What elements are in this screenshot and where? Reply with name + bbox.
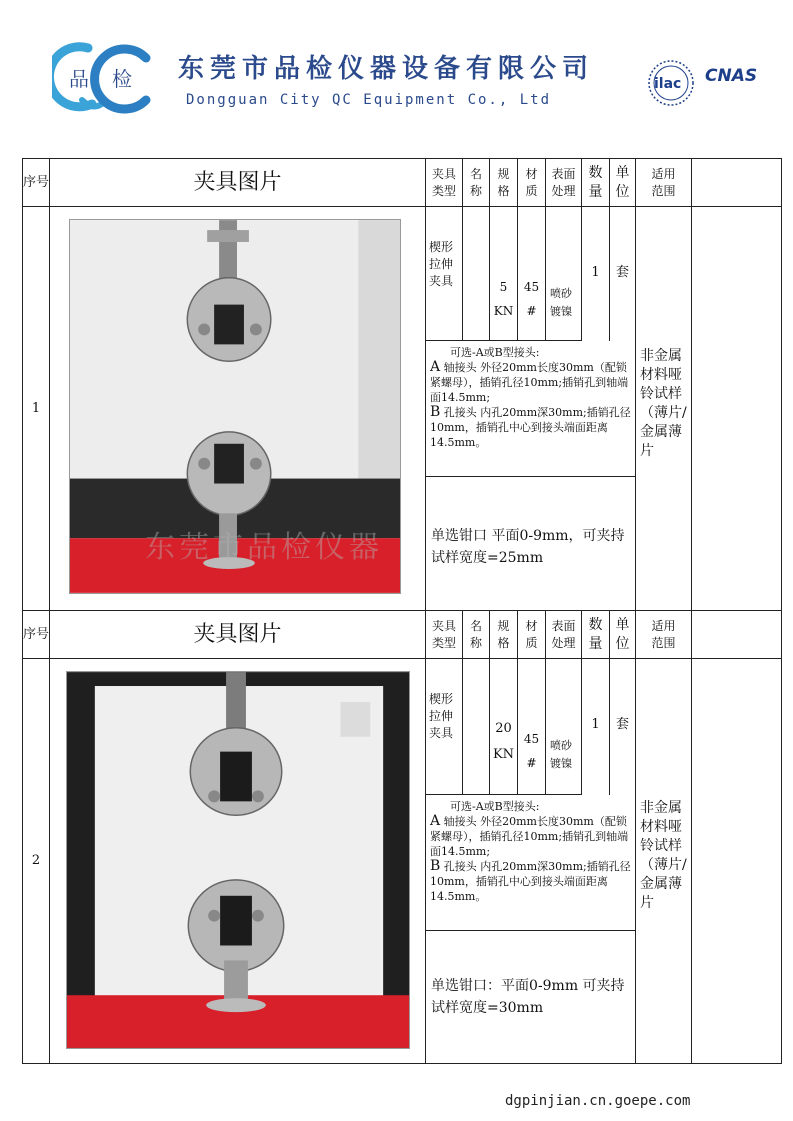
item-surface: 喷砂镀镍: [546, 659, 582, 795]
col-header-qty: 数量: [582, 611, 610, 659]
col-header-picture: 夹具图片: [50, 611, 426, 659]
item-qty: 1: [582, 659, 610, 795]
joint-options: [426, 341, 636, 477]
item-unit: 套: [610, 659, 636, 795]
item-type: 楔形拉伸夹具: [426, 207, 463, 341]
item-seq: 1: [23, 207, 50, 610]
company-name-en: Dongguan City QC Equipment Co., Ltd: [186, 92, 552, 108]
joint-option-a-text: 轴接头 外径20mm长度30mm（配锁紧螺母），插销孔径10mm;插销孔到轴端面14.5mm;: [430, 815, 629, 858]
col-header-surface: 表面处理: [546, 159, 582, 207]
item-material-unit: #: [526, 304, 537, 318]
joint-option-b-text: 孔接头 内孔20mm深30mm;插销孔径10mm，插销孔中心到接头端面距离14.5mm。: [430, 406, 631, 449]
item-blank: [692, 659, 781, 1063]
item-unit: 套: [610, 207, 636, 341]
item-material-value: 45: [523, 732, 540, 746]
col-header-unit: 单位: [610, 611, 636, 659]
company-logo: [52, 42, 152, 114]
col-header-name: 名称: [463, 159, 490, 207]
joint-options-title: 可选-A或B型接头:: [450, 800, 540, 813]
fixture-photo-1: [69, 219, 401, 594]
item-spec-unit: KN: [493, 304, 514, 318]
joint-options-title: 可选-A或B型接头:: [450, 346, 540, 359]
item-qty: 1: [582, 207, 610, 341]
cnas-logo: CNAS: [705, 66, 758, 86]
col-header-blank: [692, 611, 781, 659]
item-material: [518, 207, 546, 341]
single-jaw-option: 单选钳口 平面0-9mm，可夹持试样宽度=25mm: [426, 477, 636, 610]
joint-option-a-letter: A: [430, 359, 441, 375]
page-header: [0, 0, 793, 150]
item-material-value: 45: [523, 280, 540, 294]
item-type: 楔形拉伸夹具: [426, 659, 463, 795]
single-jaw-option: 单选钳口：平面0-9mm 可夹持试样宽度=30mm: [426, 931, 636, 1063]
col-header-scope: 适用范围: [636, 611, 692, 659]
item-scope: 非金属材料哑铃试样（薄片/金属薄片: [636, 207, 692, 610]
fixture-photo-2: [66, 671, 410, 1049]
ilac-text: ilac: [654, 76, 682, 92]
item-spec: [490, 659, 518, 795]
logo-char-right: 检: [112, 67, 132, 91]
col-header-name: 名称: [463, 611, 490, 659]
joint-option-b-letter: B: [430, 404, 441, 420]
joint-option-a: [430, 814, 631, 859]
joint-option-b-letter: B: [430, 858, 441, 874]
item-name: [463, 659, 490, 795]
item-spec: [490, 207, 518, 341]
col-header-unit: 单位: [610, 159, 636, 207]
col-header-spec: 规格: [490, 611, 518, 659]
item-scope: 非金属材料哑铃试样（薄片/金属薄片: [636, 659, 692, 1063]
ilac-logo: [643, 58, 703, 108]
joint-option-b: [430, 859, 631, 904]
footer-url[interactable]: dgpinjian.cn.goepe.com: [505, 1093, 691, 1109]
item-blank: [692, 207, 781, 610]
col-header-type: 夹具类型: [426, 611, 463, 659]
joint-option-b: [430, 405, 631, 450]
col-header-picture: 夹具图片: [50, 159, 426, 207]
item-section-2: [22, 610, 782, 1064]
item-spec-value: 5: [499, 280, 508, 294]
watermark: 东莞市品检仪器: [145, 530, 383, 565]
item-spec-unit: KN: [492, 747, 515, 762]
item-material-unit: #: [526, 756, 537, 770]
item-spec-value: 20: [495, 721, 512, 736]
item-surface: 喷砂镀镍: [546, 207, 582, 341]
joint-option-b-text: 孔接头 内孔20mm深30mm;插销孔径10mm，插销孔中心到接头端面距离14.5mm。: [430, 860, 631, 903]
col-header-material: 材质: [518, 611, 546, 659]
col-header-type: 夹具类型: [426, 159, 463, 207]
fixture-picture-cell: [50, 659, 426, 1063]
company-name-cn: 东莞市品检仪器设备有限公司: [178, 54, 595, 84]
col-header-surface: 表面处理: [546, 611, 582, 659]
item-seq: 2: [23, 659, 50, 1063]
item-name: [463, 207, 490, 341]
joint-option-a-letter: A: [430, 813, 441, 829]
joint-option-a: [430, 360, 631, 405]
item-section-1: [22, 158, 782, 611]
col-header-spec: 规格: [490, 159, 518, 207]
col-header-scope: 适用范围: [636, 159, 692, 207]
fixture-picture-cell: [50, 207, 426, 610]
col-header-seq: 序号: [23, 611, 50, 659]
col-header-material: 材质: [518, 159, 546, 207]
col-header-qty: 数量: [582, 159, 610, 207]
item-material: [518, 659, 546, 795]
logo-char-left: 品: [69, 67, 89, 91]
col-header-blank: [692, 159, 781, 207]
col-header-seq: 序号: [23, 159, 50, 207]
joint-option-a-text: 轴接头 外径20mm长度30mm（配锁紧螺母），插销孔径10mm;插销孔到轴端面14.5mm;: [430, 361, 629, 404]
joint-options: [426, 795, 636, 931]
